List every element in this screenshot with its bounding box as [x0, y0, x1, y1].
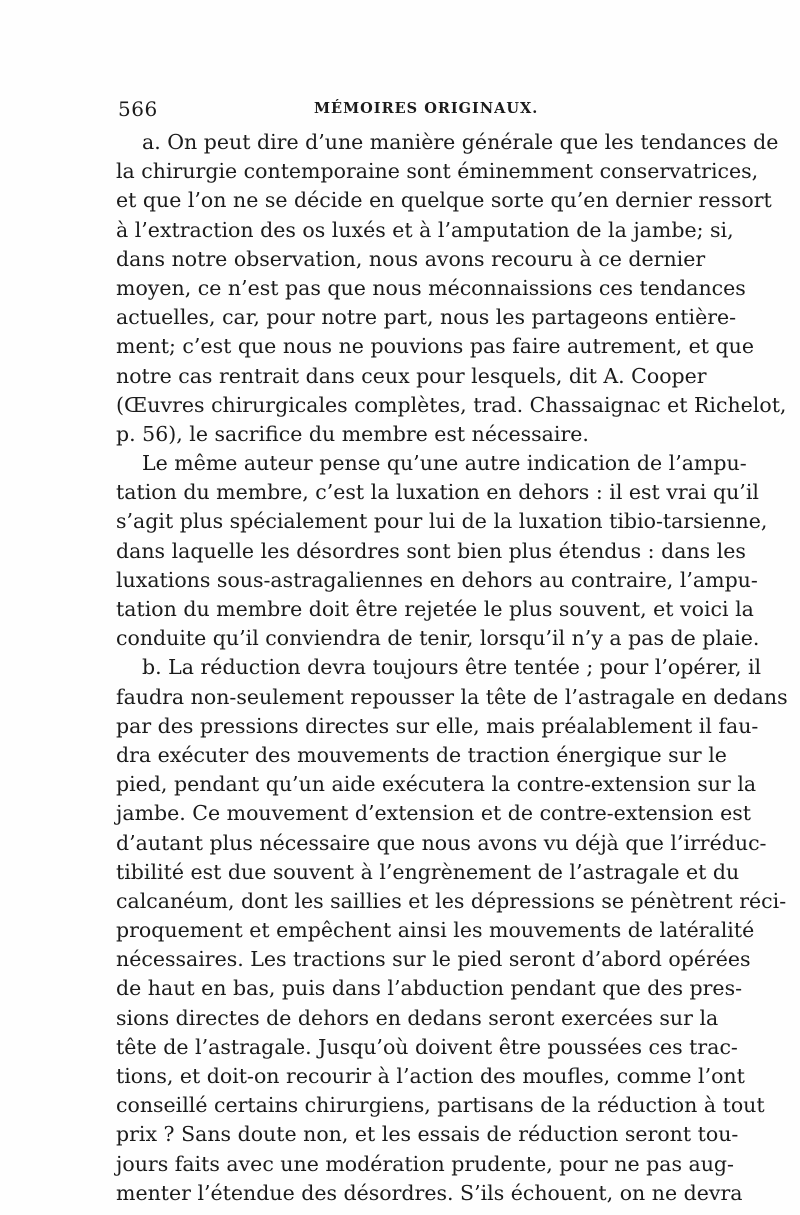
text-line: actuelles, car, pour notre part, nous les partageons entière- [116, 305, 737, 330]
page-number: 566 [118, 97, 158, 121]
text-line: moyen, ce n’est pas que nous méconnaissions ces tendances [116, 275, 746, 300]
text-line: tête de l’astragale. Jusqu’où doivent être poussées ces trac- [116, 1034, 738, 1059]
text-line: tibilité est due souvent à l’engrènement de l’astragale et du [116, 859, 740, 884]
text-line: la chirurgie contemporaine sont éminemment conservatrices, [116, 159, 759, 184]
text-line: calcanéum, dont les saillies et les dépressions se pénètrent réci- [116, 888, 787, 913]
text-line: à l’extraction des os luxés et à l’amputation de la jambe; si, [116, 217, 734, 242]
text-line: faudra non-seulement repousser la tête de l’astragale en dedans [116, 684, 788, 709]
text-line: luxations sous-astragaliennes en dehors au contraire, l’ampu- [116, 567, 758, 592]
text-line: tions, et doit-on recourir à l’action des moufles, comme l’ont [116, 1064, 745, 1088]
text-line: tation du membre, c’est la luxation en dehors : il est vrai qu’il [116, 480, 759, 505]
text-line: conseillé certains chirurgiens, partisans de la réduction à tout [116, 1093, 765, 1118]
text-line: dans notre observation, nous avons recouru à ce dernier [116, 246, 706, 271]
text-line: proquement et empêchent ainsi les mouvements de latéralité [116, 918, 755, 943]
text-line: d’autant plus nécessaire que nous avons vu déjà que l’irréduc- [116, 830, 767, 855]
text-line: Le même auteur pense qu’une autre indication de l’ampu- [142, 451, 747, 476]
page-header [118, 97, 695, 123]
text-line: dra exécuter des mouvements de traction énergique sur le [116, 742, 727, 767]
text-line: de haut en bas, puis dans l’abduction pendant que des pres- [116, 976, 743, 1001]
text-line: et que l’on ne se décide en quelque sorte qu’en dernier ressort [116, 188, 772, 213]
text-line: conduite qu’il conviendra de tenir, lorsqu’il n’y a pas de plaie. [116, 626, 760, 651]
text-line: prix ? Sans doute non, et les essais de réduction seront tou- [116, 1122, 739, 1147]
text-line: dans laquelle les désordres sont bien plus étendus : dans les [116, 538, 746, 563]
text-line: pied, pendant qu’un aide exécutera la contre-extension sur la [116, 772, 757, 797]
text-line: p. 56), le sacrifice du membre est nécessaire. [116, 421, 589, 446]
text-line: par des pressions directes sur elle, mais préalablement il fau- [116, 713, 759, 738]
text-line: jours faits avec une modération prudente, pour ne pas aug- [116, 1151, 734, 1176]
text-line: notre cas rentrait dans ceux pour lesquels, dit A. Cooper [116, 363, 707, 388]
text-line: a. On peut dire d’une manière générale que les tendances de [142, 130, 779, 154]
body-text [116, 128, 788, 1208]
running-title: MÉMOIRES ORIGINAUX. [314, 100, 539, 117]
text-line: nécessaires. Les tractions sur le pied seront d’abord opérées [116, 947, 751, 972]
text-line: b. La réduction devra toujours être tentée ; pour l’opérer, il [142, 655, 762, 680]
text-line: s’agit plus spécialement pour lui de la luxation tibio-tarsienne, [116, 509, 768, 534]
text-line: ment; c’est que nous ne pouvions pas faire autrement, et que [116, 334, 755, 359]
text-line: tation du membre doit être rejetée le plus souvent, et voici la [116, 597, 754, 621]
text-line: (Œuvres chirurgicales complètes, trad. Chassaignac et Richelot, [116, 392, 787, 417]
text-line: sions directes de dehors en dedans seront exercées sur la [116, 1005, 719, 1030]
text-line: menter l’étendue des désordres. S’ils échouent, on ne devra [116, 1180, 743, 1205]
text-line: jambe. Ce mouvement d’extension et de contre-extension est [116, 801, 751, 826]
